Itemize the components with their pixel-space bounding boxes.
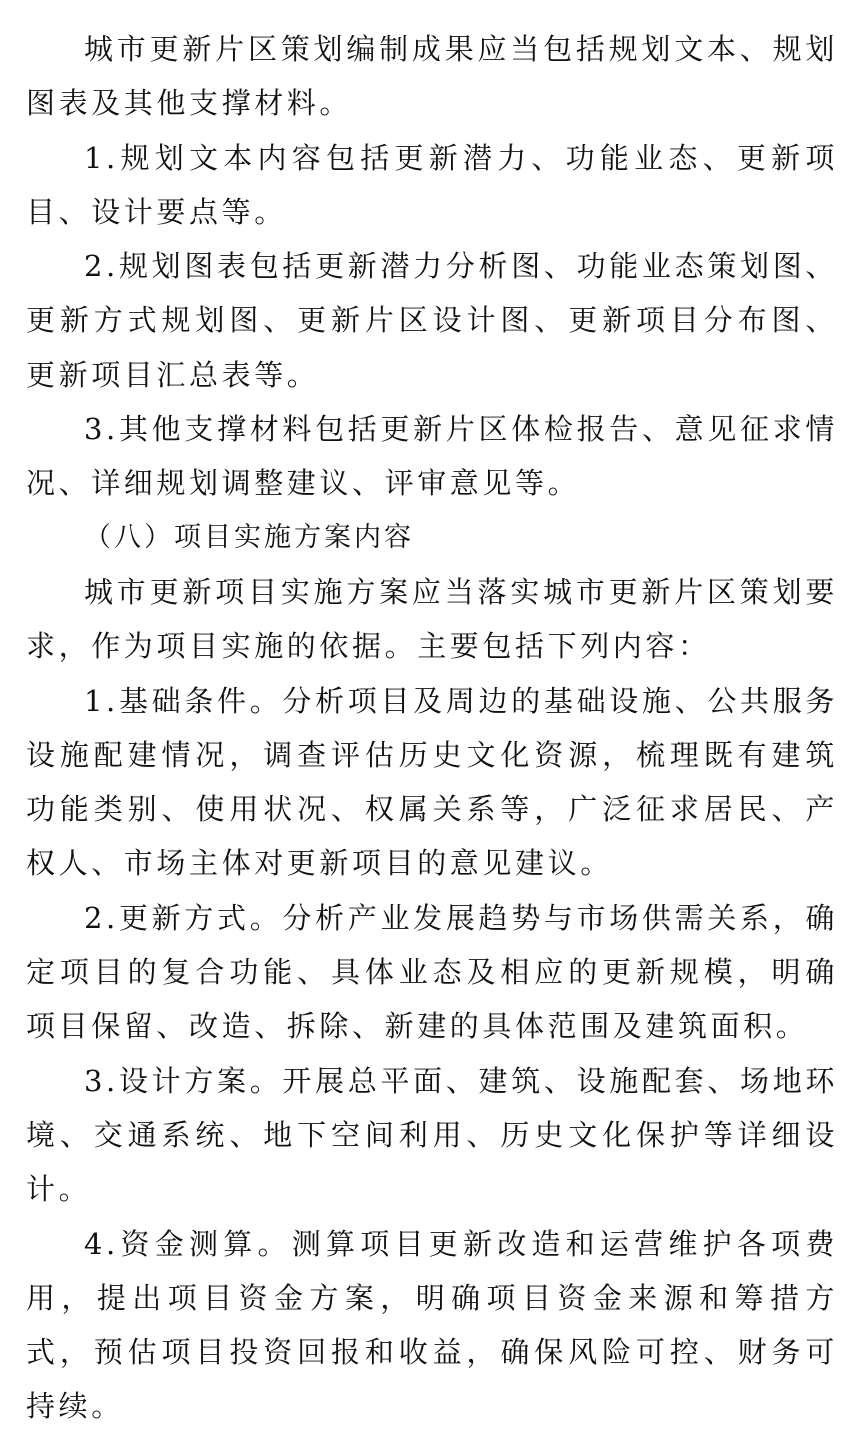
- paragraph-output-requirements: 城市更新片区策划编制成果应当包括规划文本、规划图表及其他支撑材料。: [26, 32, 838, 121]
- paragraph-item-2-planning-charts: 2.规划图表包括更新潜力分析图、功能业态策划图、更新方式规划图、更新片区设计图、更新项目分布图、更新项目汇总表等。: [26, 249, 838, 392]
- paragraph-item-1-planning-text: 1.规划文本内容包括更新潜力、功能业态、更新项目、设计要点等。: [26, 140, 838, 229]
- document-page: [26, 0, 838, 1434]
- paragraph-item-2-update-method: 2.更新方式。分析产业发展趋势与市场供需关系，确定项目的复合功能、具体业态及相应的更新规模，明确项目保留、改造、拆除、新建的具体范围及建筑面积。: [26, 900, 838, 1044]
- section-heading-eight: （八）项目实施方案内容: [84, 521, 414, 553]
- paragraph-item-3-supporting-materials: 3.其他支撑材料包括更新片区体检报告、意见征求情况、详细规划调整建议、评审意见等。: [26, 412, 838, 501]
- paragraph-item-3-design-plan: 3.设计方案。开展总平面、建筑、设施配套、场地环境、交通系统、地下空间利用、历史文化保护等详细设计。: [26, 1063, 838, 1207]
- paragraph-implementation-intro: 城市更新项目实施方案应当落实城市更新片区策划要求，作为项目实施的依据。主要包括下列内容：: [26, 574, 838, 664]
- paragraph-item-4-funding-estimate: 4.资金测算。测算项目更新改造和运营维护各项费用，提出项目资金方案，明确项目资金来源和筹措方式，预估项目投资回报和收益，确保风险可控、财务可持续。: [26, 1226, 838, 1424]
- paragraph-item-1-basic-conditions: 1.基础条件。分析项目及周边的基础设施、公共服务设施配建情况，调查评估历史文化资源，梳理既有建筑功能类别、使用状况、权属关系等，广泛征求居民、产权人、市场主体对更新项目的意见建议。: [26, 683, 838, 881]
